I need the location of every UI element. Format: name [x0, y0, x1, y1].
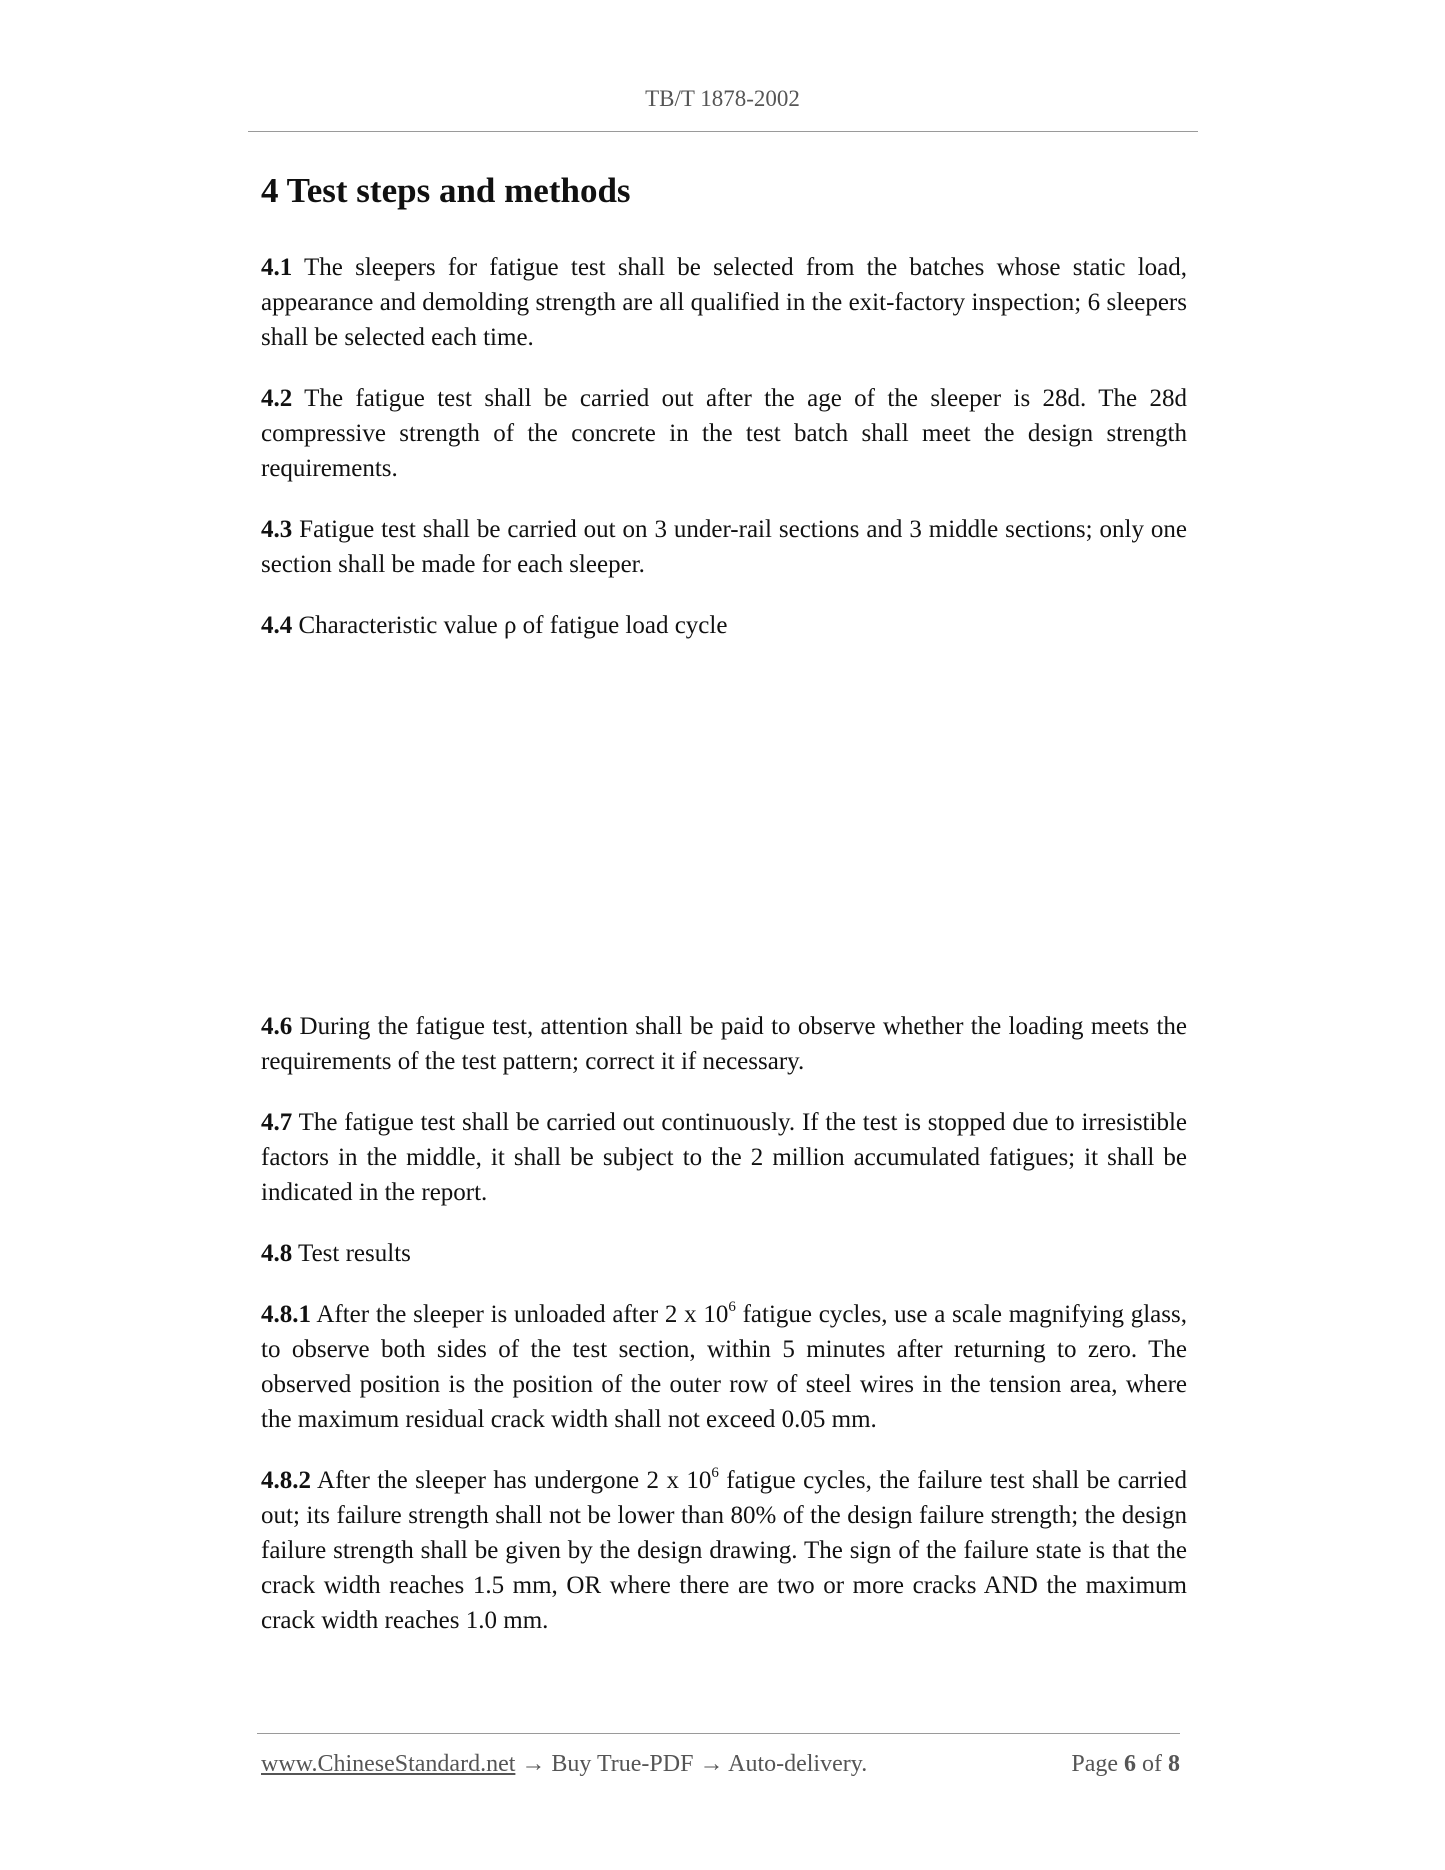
page-content	[261, 170, 1187, 1664]
clause-text: Test results	[292, 1240, 411, 1267]
clause-text-continued: fatigue cycles, use a scale magnifying glass, to observe both sides of the test section, within 5 minutes after returning to zero. The observed position is the position of the outer row of steel wires in the tension area, where the maximum residual crack width shall not exceed 0.05 mm.	[261, 1301, 1187, 1433]
paragraph-4-6	[261, 1009, 1187, 1079]
exponent: 6	[728, 1298, 736, 1315]
clause-number: 4.1	[261, 254, 293, 281]
clause-number: 4.3	[261, 516, 293, 543]
clause-text: The fatigue test shall be carried out after the age of the sleeper is 28d. The 28d compressive strength of the concrete in the test batch shall meet the design strength requirements.	[261, 385, 1187, 482]
paragraph-4-1	[261, 250, 1187, 355]
page-indicator	[1071, 1751, 1180, 1778]
page-number: 6	[1124, 1751, 1136, 1777]
clause-text: During the fatigue test, attention shall be paid to observe whether the loading meets the requirements of the test pattern; correct it if necessary.	[261, 1013, 1187, 1075]
clause-text: After the sleeper is unloaded after 2 x 10	[311, 1301, 729, 1328]
page-label: Page	[1071, 1751, 1124, 1777]
header-divider	[248, 131, 1198, 132]
exponent: 6	[711, 1464, 719, 1481]
paragraph-4-7	[261, 1105, 1187, 1210]
paragraph-4-2	[261, 381, 1187, 486]
clause-text: Characteristic value ρ of fatigue load cycle	[292, 612, 728, 639]
promo-text: → Buy True-PDF → Auto-delivery.	[515, 1751, 868, 1777]
clause-number: 4.8	[261, 1240, 293, 1267]
clause-number: 4.4	[261, 612, 293, 639]
clause-text: The sleepers for fatigue test shall be selected from the batches whose static load, appearance and demolding strength are all qualified in the exit-factory inspection; 6 sleepers shall be selected each time.	[261, 254, 1187, 351]
website-link[interactable]: www.ChineseStandard.net	[261, 1751, 516, 1777]
footer-divider	[257, 1733, 1180, 1734]
blank-region	[261, 669, 1187, 1009]
paragraph-4-8-2	[261, 1463, 1187, 1638]
clause-text-continued: fatigue cycles, the failure test shall be carried out; its failure strength shall not be lower than 80% of the design failure strength; the design failure strength shall be given by the design drawing. The sign of the failure state is that the crack width reaches 1.5 mm, OR where there are two or more cracks AND the maximum crack width reaches 1.0 mm.	[261, 1467, 1187, 1634]
clause-text: Fatigue test shall be carried out on 3 under-rail sections and 3 middle sections; only one section shall be made for each sleeper.	[261, 516, 1187, 578]
section-title: 4 Test steps and methods	[261, 171, 631, 210]
paragraph-4-3	[261, 512, 1187, 582]
document-code-header: TB/T 1878-2002	[645, 86, 800, 111]
clause-number: 4.7	[261, 1109, 293, 1136]
paragraph-4-8	[261, 1236, 1187, 1271]
paragraph-4-4	[261, 608, 1187, 643]
clause-number: 4.8.2	[261, 1467, 311, 1494]
clause-number: 4.8.1	[261, 1301, 311, 1328]
clause-text: The fatigue test shall be carried out continuously. If the test is stopped due to irresistible factors in the middle, it shall be subject to the 2 million accumulated fatigues; it shall be indicated in the report.	[261, 1109, 1187, 1206]
page-footer	[261, 1751, 1180, 1778]
clause-text: After the sleeper has undergone 2 x 10	[311, 1467, 712, 1494]
clause-number: 4.2	[261, 385, 293, 412]
of-label: of	[1136, 1751, 1168, 1777]
page-total: 8	[1168, 1751, 1180, 1777]
paragraph-4-8-1	[261, 1297, 1187, 1437]
clause-number: 4.6	[261, 1013, 293, 1040]
